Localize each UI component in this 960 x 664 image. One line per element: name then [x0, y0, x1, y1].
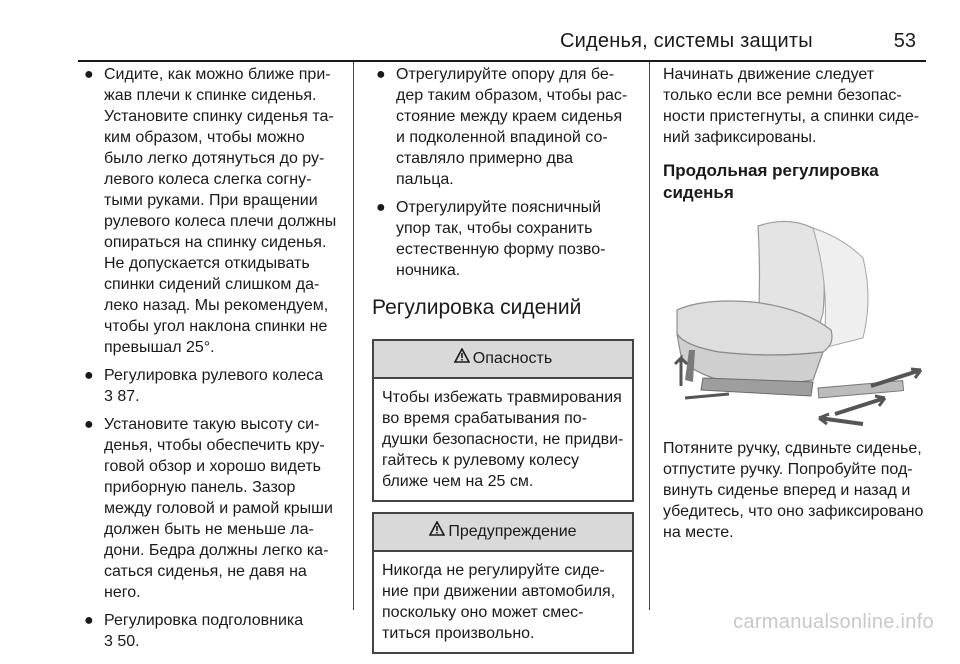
warning-box-body: Никогда не регулируйте сиде- ние при движении автомобиля, поскольку оно может смес- титься произвольно.	[382, 562, 616, 642]
list-item: ● Отрегулируйте опору для бе- дер таким образом, чтобы рас- стояние между краем сиденья и подколенной впадиной со- ставляло примерно два пальца.	[376, 66, 628, 188]
danger-box-header	[374, 341, 632, 379]
seat-adjustment-illustration	[663, 218, 933, 428]
danger-box-body: Чтобы избежать травмирования во время срабатывания по- душки безопасности, не придви- гайтесь к рулевому колесу ближе чем на 25 см.	[382, 389, 624, 490]
header-rule	[78, 60, 926, 62]
warning-triangle-icon	[454, 341, 470, 377]
bullet-icon: ●	[376, 66, 386, 83]
bullet-icon: ●	[376, 199, 386, 216]
watermark: carmanualsonline.info	[733, 611, 934, 633]
intro-paragraph: Начинать движение следует только если все ремни безопас- ности пристегнуты, а спинки сиде- ний зафиксированы.	[663, 66, 920, 146]
figure-caption: Потяните ручку, сдвиньте сиденье, отпустите ручку. Попробуйте под- винуть сиденье вперед и назад и убедитесь, что оно зафиксировано на месте.	[663, 440, 924, 541]
danger-box-title: Опасность	[472, 350, 553, 367]
page-reference-link[interactable]: 3 50.	[104, 633, 140, 650]
seat-illustration-svg	[663, 218, 933, 428]
page-number: 53	[893, 30, 916, 52]
warning-box-header	[374, 514, 632, 552]
column-1	[80, 64, 348, 659]
column-divider-2	[649, 62, 650, 610]
danger-box	[372, 339, 634, 502]
bullet-icon: ●	[84, 367, 94, 384]
section-heading: Регулировка сидений	[372, 296, 582, 319]
list-item: ● Отрегулируйте поясничный упор так, чтобы сохранить естественную форму позво- ночника.	[376, 199, 606, 279]
column-divider-1	[353, 62, 354, 610]
warning-box	[372, 512, 634, 654]
page-reference-link[interactable]: 3 87.	[104, 388, 140, 405]
warning-triangle-icon	[429, 514, 445, 550]
bullet-icon: ●	[84, 416, 94, 433]
list-item: ● Регулировка подголовника 3 50.	[80, 610, 348, 652]
header-title: Сиденья, системы защиты	[560, 30, 813, 52]
column-3	[663, 64, 933, 543]
list-item: ● Сидите, как можно ближе при- жав плечи к спинке сиденья. Установите спинку сиденья та- ким образом, чтобы можно было легко дотянуться до ру- левого колеса слегка согну- тыми руками. При вращении рулевого колеса плечи должны опираться на спинку сиденья. Не допускается откидывать спинки сидений слишком да- леко назад. Мы рекомендуем, чтобы угол наклона спинки не превышал 25°.	[84, 66, 337, 356]
list-item: ● Установите такую высоту си- денья, чтобы обеспечить кру- говой обзор и хорошо видеть приборную панель. Зазор между головой и рамой крыши должен быть не меньше ла- дони. Бедра должны легко ка- саться сиденья, не давя на него.	[84, 416, 333, 601]
warning-box-title: Предупреждение	[448, 523, 577, 540]
subheading: Продольная регулировка сиденья	[663, 161, 879, 202]
list-item: ● Регулировка рулевого колеса 3 87.	[80, 365, 348, 407]
bullet-icon: ●	[84, 612, 94, 629]
bullet-icon: ●	[84, 66, 94, 83]
column-2	[372, 64, 634, 664]
